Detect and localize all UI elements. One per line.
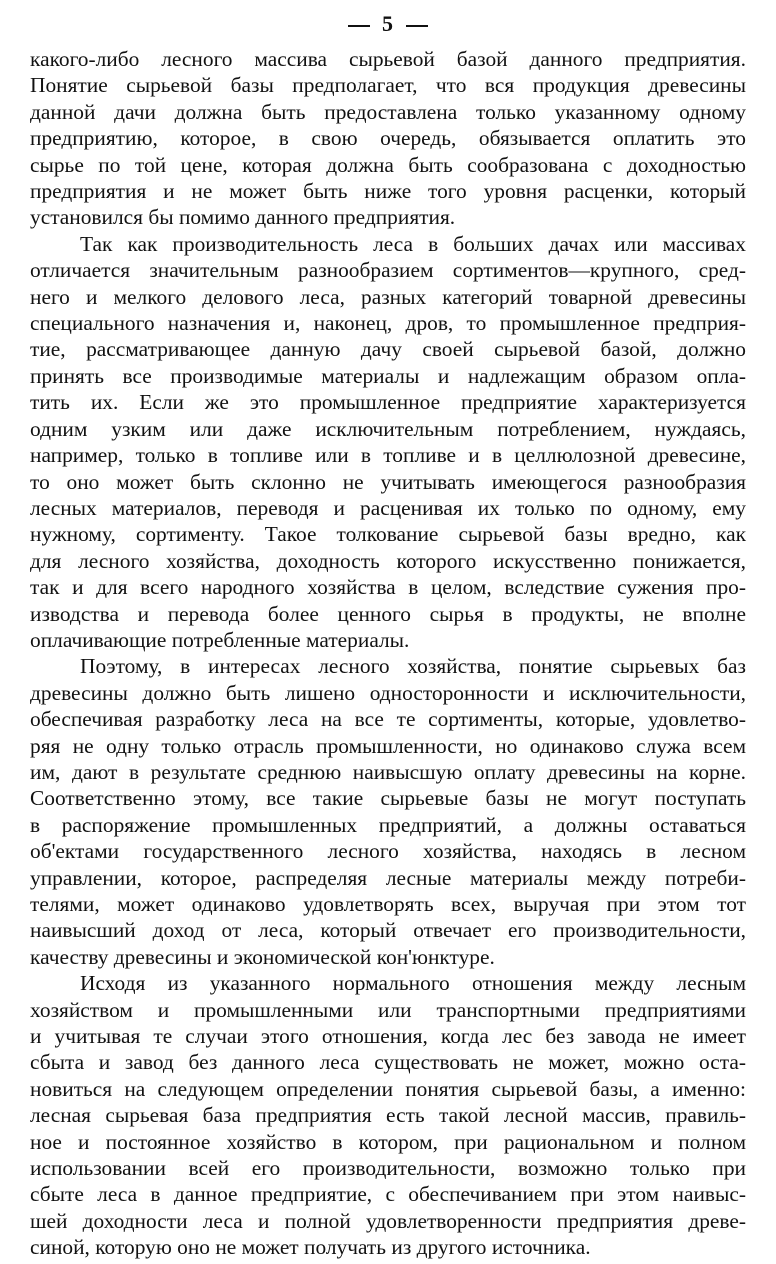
paragraph (30, 970, 746, 1260)
text-line: лесная сырьевая база предприятия есть такой лесной массив, правиль- (30, 1103, 746, 1128)
text-line: для лесного хозяйства, доходность которого искусственно понижается, (30, 548, 746, 573)
text-line: качеству древесины и экономической кон'юнктуре. (30, 944, 495, 969)
text-line: тить их. Если же это промышленное предприятие характеризуется (30, 390, 746, 415)
text-line: сырье по той цене, которая должна быть сообразована с доходностью (30, 152, 746, 177)
text-line: в распоряжение промышленных предприятий, а должны оставаться (30, 812, 746, 837)
text-line: шей доходности леса и полной удовлетворенности предприятия древе- (30, 1208, 746, 1233)
text-line: так и для всего народного хозяйства в целом, вследствие сужения про- (30, 575, 746, 600)
text-line: принять все производимые материалы и надлежащим образом опла- (30, 363, 746, 388)
text-line: отличается значительным разнообразием сортиментов—крупного, сред- (30, 258, 746, 283)
text-line: лесных материалов, переводя и расценивая их только по одному, ему (30, 495, 746, 520)
text-line: например, только в топливе или в топливе и в целлюлозной древесине, (30, 443, 746, 468)
text-line: сбыта и завод без данного леса существовать не может, можно оста- (30, 1050, 746, 1075)
text-line: сбыте леса в данное предприятие, с обеспечиванием при этом наивыс- (30, 1182, 746, 1207)
text-line: новиться на следующем определении понятия сырьевой базы, а именно: (30, 1076, 746, 1101)
paragraph (30, 653, 746, 970)
text-line: им, дают в результате среднюю наивысшую оплату древесины на корне. (30, 759, 746, 784)
text-line: нужному, сортименту. Такое толкование сырьевой базы вредно, как (30, 522, 746, 547)
text-line: предприятию, которое, в свою очередь, обязывается оплатить это (30, 126, 746, 151)
text-line: ное и постоянное хозяйство в котором, при рациональном и полном (30, 1129, 746, 1154)
text-line: установился бы помимо данного предприятия. (30, 205, 456, 230)
text-line: него и мелкого делового леса, разных категорий товарной древесины (30, 284, 746, 309)
left-dash (348, 25, 370, 27)
text-line: наивысший доход от леса, который отвечает его производительности, (30, 918, 746, 943)
text-line: обеспечивая разработку леса на все те сортименты, которые, удовлетво- (30, 707, 746, 732)
text-line: предприятия и не может быть ниже того уровня расценки, который (30, 179, 746, 204)
text-line: и учитывая те случаи этого отношения, когда лес без завода не имеет (30, 1024, 746, 1049)
text-line: древесины должно быть лишено односторонности и исключительности, (30, 680, 746, 705)
text-line: специального назначения и, наконец, дров, то промышленное предприя- (30, 311, 746, 336)
text-line: телями, может одинаково удовлетворять всех, выручая при этом тот (30, 892, 746, 916)
text-line: синой, которую оно не может получать из другого источника. (30, 1235, 591, 1260)
text-line: одним узким или даже исключительным потреблением, нуждаясь, (30, 416, 746, 441)
paragraph (30, 231, 746, 654)
text-line: данной дачи должна быть предоставлена только указанному одному (30, 99, 746, 124)
text-line: то оно может быть склонно не учитывать имеющегося разнообразия (30, 469, 746, 494)
body-text (30, 46, 746, 1261)
text-line: ряя не одну только отрасль промышленности, но одинаково служа всем (30, 733, 746, 758)
text-line: Понятие сырьевой базы предполагает, что вся продукция древесины (30, 73, 746, 98)
text-line: тие, рассматривающее данную дачу своей сырьевой базой, должно (30, 337, 746, 362)
text-line: хозяйством и промышленными или транспортными предприятиями (30, 997, 746, 1022)
text-line: об'ектами государственного лесного хозяйства, находясь в лесном (30, 839, 746, 864)
text-line: какого-либо лесного массива сырьевой базой данного предприятия. (30, 47, 746, 71)
text-line: Так как производительность леса в больших дачах или массивах (80, 231, 746, 256)
text-line: использовании всей его производительности, возможно только при (30, 1156, 746, 1181)
text-line: Исходя из указанного нормального отношения между лесным (80, 971, 746, 996)
text-line: Поэтому, в интересах лесного хозяйства, понятие сырьевых баз (80, 654, 746, 679)
text-line: оплачивающие потребленные материалы. (30, 627, 410, 652)
text-line: управлении, которое, распределяя лесные материалы между потреби- (30, 865, 746, 890)
text-line: изводства и перевода более ценного сырья в продукты, не вполне (30, 601, 746, 626)
paragraph (30, 46, 746, 231)
page-number (30, 6, 746, 46)
right-dash (406, 25, 428, 27)
page-number-value: 5 (382, 11, 394, 36)
text-line: Соответственно этому, все такие сырьевые базы не могут поступать (30, 786, 746, 811)
